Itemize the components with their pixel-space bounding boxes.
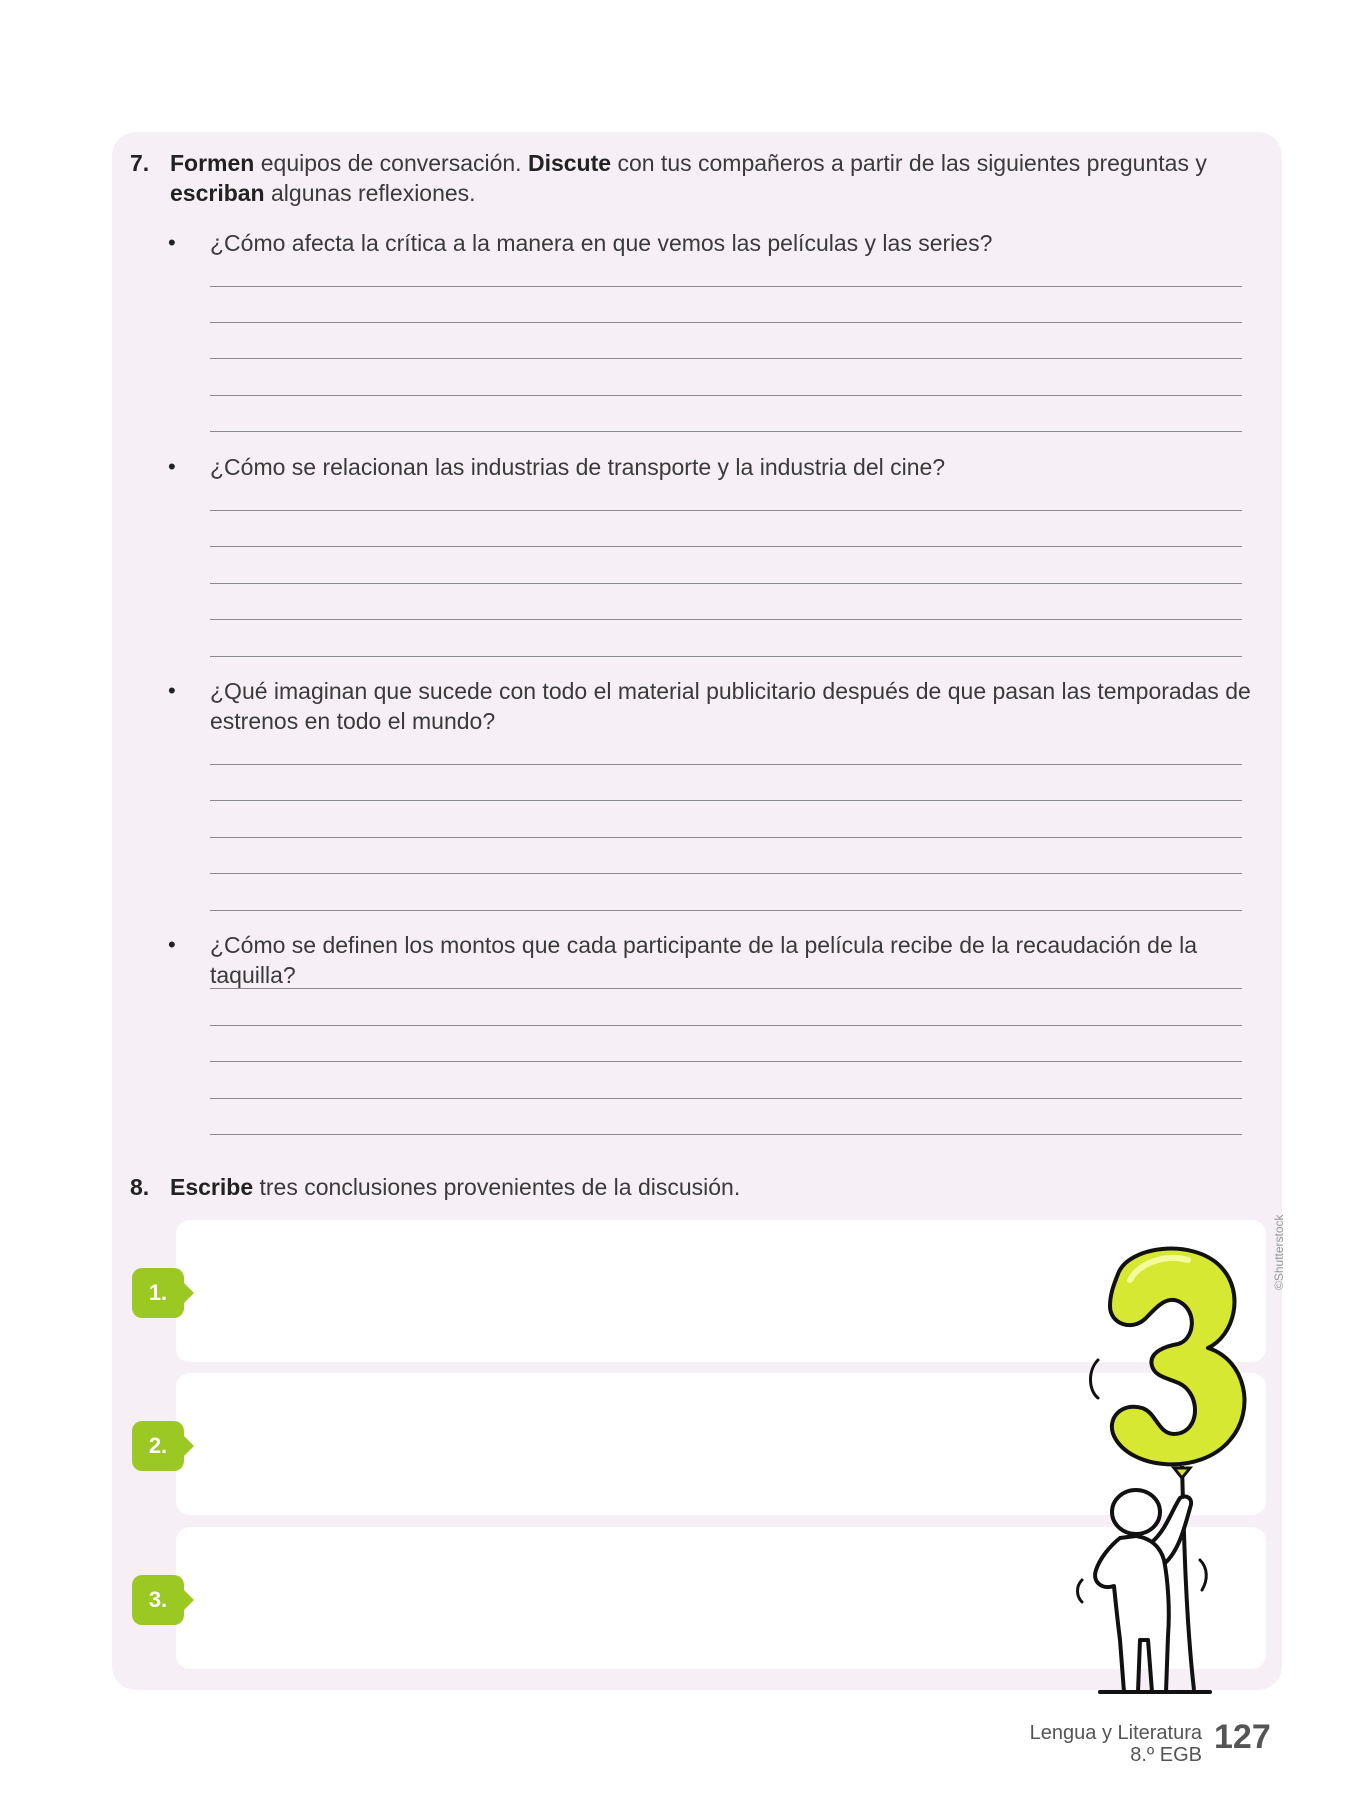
answer-line[interactable]: [210, 546, 1242, 547]
answer-line[interactable]: [210, 910, 1242, 911]
question-number: 7.: [130, 150, 150, 176]
image-credit: ©Shutterstock: [1272, 1214, 1286, 1290]
grade-level: 8.º EGB: [1130, 1744, 1202, 1766]
instruction-text: tres conclusiones provenientes de la discusión.: [253, 1174, 741, 1200]
balloon-person-illustration: [1070, 1240, 1270, 1700]
instruction-word: Formen: [170, 150, 255, 176]
answer-line[interactable]: [210, 619, 1242, 620]
footer-subject-block: [1030, 1722, 1202, 1766]
answer-line[interactable]: [210, 583, 1242, 584]
person-body: [1095, 1536, 1169, 1692]
answer-line[interactable]: [210, 322, 1242, 323]
answer-line[interactable]: [210, 395, 1242, 396]
conclusion-tag-1: 1.: [132, 1268, 184, 1318]
person-head: [1112, 1490, 1160, 1534]
answer-line[interactable]: [210, 358, 1242, 359]
answer-line[interactable]: [210, 873, 1242, 874]
question-7-text: [170, 148, 1280, 208]
instruction-word: Discute: [527, 150, 612, 176]
instruction-word: escriban: [170, 180, 265, 206]
instruction-word: Escribe: [170, 1174, 254, 1200]
question-8-text: [170, 1172, 1280, 1202]
balloon-knot: [1174, 1468, 1190, 1478]
answer-line[interactable]: [210, 1098, 1242, 1099]
answer-line[interactable]: [210, 764, 1242, 765]
instruction-text: con tus compañeros a partir de las siguientes preguntas y: [611, 150, 1207, 176]
conclusion-tag-3: 3.: [132, 1575, 184, 1625]
question-text: ¿Cómo se relacionan las industrias de transporte y la industria del cine?: [210, 454, 946, 480]
motion-mark: [1200, 1560, 1206, 1590]
answer-line[interactable]: [210, 988, 1242, 989]
instruction-text: equipos de conversación.: [254, 150, 528, 176]
motion-mark: [1078, 1580, 1083, 1602]
answer-line[interactable]: [210, 837, 1242, 838]
subject-name: Lengua y Literatura: [1029, 1722, 1202, 1744]
answer-line[interactable]: [210, 1134, 1242, 1135]
answer-line[interactable]: [210, 286, 1242, 287]
page-number: 127: [1214, 1718, 1271, 1756]
bullet: •: [168, 454, 176, 479]
answer-line[interactable]: [210, 1025, 1242, 1026]
question-text: ¿Qué imaginan que sucede con todo el material publicitario después de que pasan las temporadas de estrenos en todo el mundo?: [210, 678, 1251, 734]
bullet: •: [168, 678, 176, 703]
question-text: ¿Cómo afecta la crítica a la manera en que vemos las películas y las series?: [210, 230, 993, 256]
conclusion-tag-2: 2.: [132, 1421, 184, 1471]
instruction-text: algunas reflexiones.: [264, 180, 476, 206]
bullet: •: [168, 230, 176, 255]
answer-line[interactable]: [210, 510, 1242, 511]
answer-line[interactable]: [210, 1061, 1242, 1062]
answer-line[interactable]: [210, 431, 1242, 432]
answer-line[interactable]: [210, 800, 1242, 801]
motion-mark: [1091, 1360, 1099, 1398]
bullet: •: [168, 932, 176, 957]
question-text: ¿Cómo se definen los montos que cada participante de la película recibe de la recaudación de la taquilla?: [210, 932, 1198, 988]
question-number: 8.: [130, 1174, 150, 1200]
answer-line[interactable]: [210, 656, 1242, 657]
